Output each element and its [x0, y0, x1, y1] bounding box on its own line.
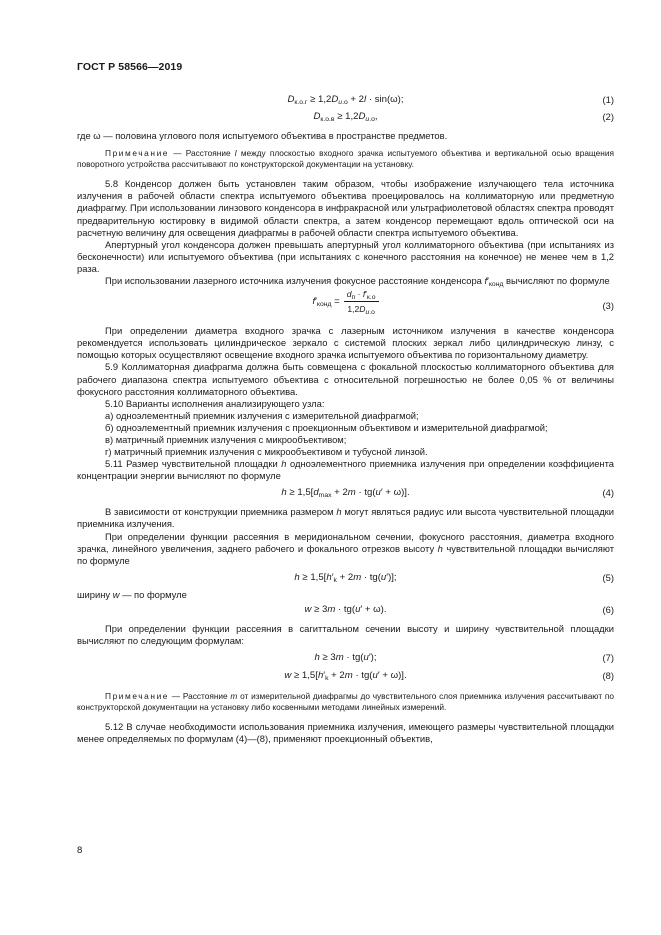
page-number: 8 [77, 845, 83, 856]
list-item: в) матричный приемник излучения с микрообъективом; [105, 433, 347, 445]
equation-7 [77, 651, 614, 667]
note-label: Примечание [105, 691, 170, 702]
formula-2: $D_{к.о.в} \ge 1,2D_{и.о}$, [313, 111, 378, 123]
paragraph-5-12: 5.12 В случае необходимости использования приемника излучения, имеющего размеры чувствительной площадки менее определяемых по формулам (4)—(8), применяют проекционный объектив, [77, 721, 614, 745]
formula-1: $D_{к.о.г} \ge 1,2D_{и.о} + 2l \cdot \sin(\omega)$; [287, 94, 404, 106]
paragraph-sagittal: При определении функции рассеяния в сагиттальном сечении высоту и ширину чувствительной площадки вычисляют по следующим формулам: [77, 622, 614, 646]
equation-number: (5) [602, 571, 614, 583]
paragraph-aperture: Апертурный угол конденсора должен превышать апертурный угол коллиматорного объектива (при испытаниях из бесконечности) или испытуемого объектива (при испытаниях с конечного расстояния на конечное) не менее чем в 1,2 раза. [77, 238, 614, 274]
paragraph-5-9: 5.9 Коллиматорная диафрагма должна быть совмещена с фокальной плоскостью коллиматорного объектива для рабочего диапазона спектра испытуемого объектива с относительной погрешностью не более 0,05 % от величины фокусного расстояния коллиматорного объектива. [77, 361, 614, 397]
paragraph-dependence: В зависимости от конструкции приемника размером h могут являться радиус или высота чувствительной площадки приемника излучения. [77, 506, 615, 530]
width-clause: ширину w — по формуле [77, 588, 187, 600]
variant-list [77, 410, 614, 458]
equation-4 [77, 486, 614, 502]
paragraph-5-11: 5.11 Размер чувствительной площадки h одноэлементного приемника излучения при определении коэффициента концентрации энергии вычисляют по формуле [77, 458, 614, 482]
equation-number: (8) [602, 670, 614, 682]
paragraph-5-8: 5.8 Конденсор должен быть установлен таким образом, чтобы изображение излучающего тела источника излучения в рабочей области спектра испытуемого объектива проецировалось на коллиматорную или предметную диафрагму. При использовании линзового конденсора в инфракрасной или ультрафиолетовой областях спектра проводят предварительную юстировку в видимой области спектра, а затем конденсор перемещают вдоль оптической оси на расчетную величину для освещения диафрагмы в рабочей области спектра испытуемого объектива. [77, 178, 614, 238]
formula-6: w ≥ 3m · tg(u′ + ω). [304, 603, 387, 615]
formula-8: $w \ge 1,5[h'_k + 2m \cdot tg(u' + \omega)]$. [284, 670, 407, 683]
equation-number: (4) [602, 487, 614, 499]
paragraph-laser: При использовании лазерного источника излучения фокусное расстояние конденсора $f'_{конд}$ вычисляют по формуле [105, 275, 610, 289]
page-content [77, 92, 614, 745]
paragraph-diameter: При определении диаметра входного зрачка с лазерным источником излучения в качестве конденсора рекомендуется использовать цилиндрическое зеркало с системой плоских зеркал либо цилиндрическую линзу, с помощью которых осуществляют освещение входного зрачка испытуемого объектива по горизонтальному диаметру. [77, 325, 614, 361]
note-1: Примечание — Расстояние l между плоскостью входного зрачка испытуемого объектива и вертикальной осью вращения поворотного устройства рассчитывают по конструкторской документации на установку. [77, 148, 614, 169]
formula-4: $h \ge 1,5[d_{max} + 2m \cdot tg(u' + \omega)]$. [281, 487, 410, 500]
list-item: б) одноэлементный приемник излучения с проекционным объективом и измерительной диафрагмой; [105, 421, 548, 433]
paragraph-5-10: 5.10 Варианты исполнения анализирующего узла: [105, 397, 325, 409]
equation-number: (1) [602, 94, 614, 105]
formula-3: $f'_{конд}$ = $\frac{d_п \cdot f'_{к.о}}{1,2D_{и.о}}$ [77, 288, 614, 315]
equation-5 [77, 571, 614, 587]
formula-5: $h \ge 1,5[h'_k + 2m \cdot tg(u')]$; [294, 571, 397, 584]
list-item: а) одноэлементный приемник излучения с измерительной диафрагмой; [105, 409, 419, 421]
formula-7: h ≥ 3m · tg(u′); [314, 652, 377, 664]
paragraph-meridional: При определении функции рассеяния в меридиональном сечении, фокусного расстояния, диаметра входного зрачка, линейного увеличения, заднего рабочего и фокального отрезков высоту h чувствительной площадки вычисляют по формуле [77, 530, 615, 566]
note-2: Примечание — Расстояние m от измерительной диафрагмы до чувствительного слоя приемника излучения рассчитывают по конструкторской документации на установку либо косвенными методами линейных измерений. [77, 691, 615, 712]
note-label: Примечание [105, 148, 170, 159]
where-clause: где ω — половина углового поля испытуемого объектива в пространстве предметов. [77, 130, 448, 141]
equation-3 [77, 288, 614, 324]
document-header: ГОСТ Р 58566—2019 [77, 61, 183, 73]
equation-6 [77, 603, 614, 619]
list-item: г) матричный приемник излучения с микрообъективом и тубусной линзой. [105, 446, 428, 458]
equation-number: (2) [602, 111, 614, 122]
equation-number: (3) [602, 300, 614, 312]
equation-2 [77, 110, 614, 126]
equation-number: (6) [602, 603, 614, 615]
equation-1 [77, 93, 614, 109]
equation-8 [77, 669, 614, 685]
equation-number: (7) [602, 652, 614, 664]
